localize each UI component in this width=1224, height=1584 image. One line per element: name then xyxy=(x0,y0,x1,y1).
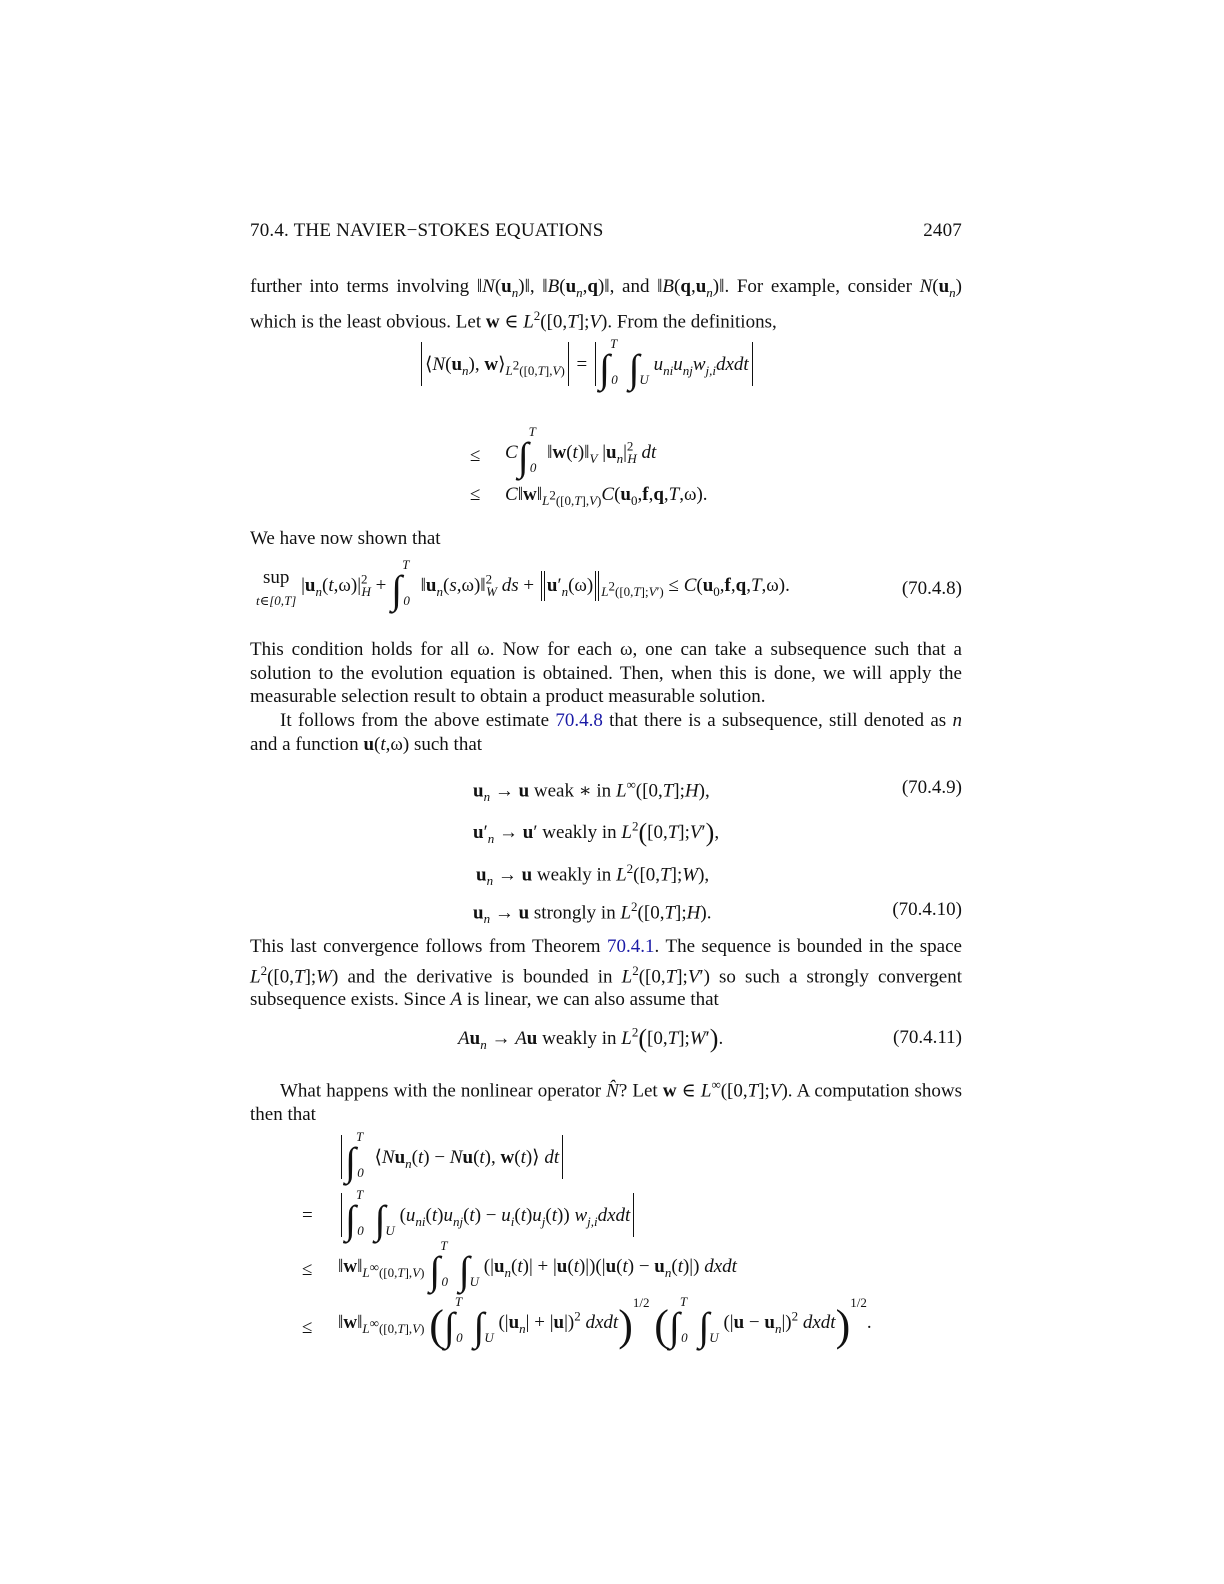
page-number: 2407 xyxy=(923,220,962,241)
leq-symbol: ≤ xyxy=(470,484,481,505)
paragraph-1: further into terms involving $‖N(u_n)‖$, $‖B(u_n,q)‖$, and $‖B(q,u_n)‖$. For example, consider $N(u_n)$ which is the least obvious. Let w ∈ $L^2([0,T];V)$. From the definitions, xyxy=(250,276,962,333)
running-header: 70.4. THE NAVIER−STOKES EQUATIONS xyxy=(250,220,604,241)
equals-symbol: = xyxy=(302,1205,313,1226)
equation-bound-2: $C‖w‖_{L^2([0,T],V)}C(u_0,f,q,T,\omega)$. xyxy=(505,484,708,508)
convergence-weak-W: $u_n \to u$ weakly in $L^2([0,T];W)$, xyxy=(476,861,710,889)
leq-symbol: ≤ xyxy=(470,445,481,466)
leq-symbol: ≤ xyxy=(302,1317,313,1338)
convergence-weak-star: $u_n \to u$ weak ∗ in L∞([0,T];H), xyxy=(473,777,710,805)
paragraph-2: We have now shown that xyxy=(250,528,441,549)
computation-line-1: ∫$^T_0$ $⟨Nu_n(t) - Nu(t)$, w(t)⟩ dt xyxy=(338,1135,566,1185)
equation-ref-link[interactable]: 70.4.8 xyxy=(555,710,603,731)
computation-line-2: ∫$^T_0$ $\int_U$ $(u_{ni}(t)u_{nj}(t) - u_i(t)u_j(t))$ $w_{j,i}dxdt$ xyxy=(338,1193,637,1243)
convergence-strong-H: $u_n \to u$ strongly in $L^2([0,T];H)$. xyxy=(473,899,712,927)
paragraph-5: This last convergence follows from Theorem 70.4.1. The sequence is bounded in the space $L^2([0,T];W)$ and the derivative is bounded in $L^2([0,T];V')$ so such a strongly convergent subsequence exists. Since A is linear, we can also assume that xyxy=(250,936,963,1011)
equation-70-4-8: sup t∈[0,T] $|u_n(t,\omega)|^2_H + \int^T_0$ $‖u_n(s,\omega)‖^2_W$ ds + $u'_n(\omega) _{L^2([0,T];V')} \le C(u_0,f,q,T,\omega)$. xyxy=(256,557,790,612)
computation-line-3: $‖w‖_{L^\infty([0,T],V)}$ ∫$^T_0$ $\int_U$ $(|u_n(t)| + |u(t)|)(|u(t) - u_n(t)|)$ dxdt xyxy=(338,1238,737,1293)
leq-symbol: ≤ xyxy=(302,1259,313,1280)
equation-duality-bound: $⟨N(u_n)$, $w⟩_{L^2([0,T],V)} = \int^T_0$ $\int_U$ $u_{ni}u_{nj}w_{j,i}dxdt$ xyxy=(418,342,756,392)
paragraph-4: It follows from the above estimate 70.4.8 that there is a subsequence, still denoted as n and a function u(t,ω) such that xyxy=(250,710,962,755)
equation-70-4-11: $Au_n \to Au$ weakly in $L^2([0,T];W')$. xyxy=(458,1024,724,1053)
equation-number: (70.4.8) xyxy=(901,578,962,599)
equation-number: (70.4.10) xyxy=(892,899,962,920)
equation-bound-1: C∫$^T_0$ $‖w(t)‖_V$ $|u_n|^2_H$ dt xyxy=(505,424,657,479)
computation-line-4: $‖w‖_{L^\infty([0,T],V)}$ (∫$^T_0$ $\int_U$ $(|u_n| + |u|)^2$ dxdt)$^{1/2}$ (∫$^T_0$ $\int_U$ $(|u - u_n|)^2$ dxdt)$^{1/2}$. xyxy=(338,1294,872,1350)
paragraph-6: What happens with the nonlinear operator N̂? Let w ∈ L∞([0,T];V). A computation shows then that xyxy=(250,1077,962,1125)
theorem-ref-link[interactable]: 70.4.1 xyxy=(607,936,655,957)
equation-number: (70.4.11) xyxy=(893,1027,962,1048)
convergence-derivative: $u'_n \to u'$ weakly in $L^2([0,T];V')$, xyxy=(473,818,720,847)
paragraph-3: This condition holds for all ω. Now for each ω, one can take a subsequence such that a solution to the evolution equation is obtained. Then, when this is done, we will apply the measurable selection result to obtain a product measurable solution. xyxy=(250,639,962,707)
equation-number: (70.4.9) xyxy=(901,777,962,798)
